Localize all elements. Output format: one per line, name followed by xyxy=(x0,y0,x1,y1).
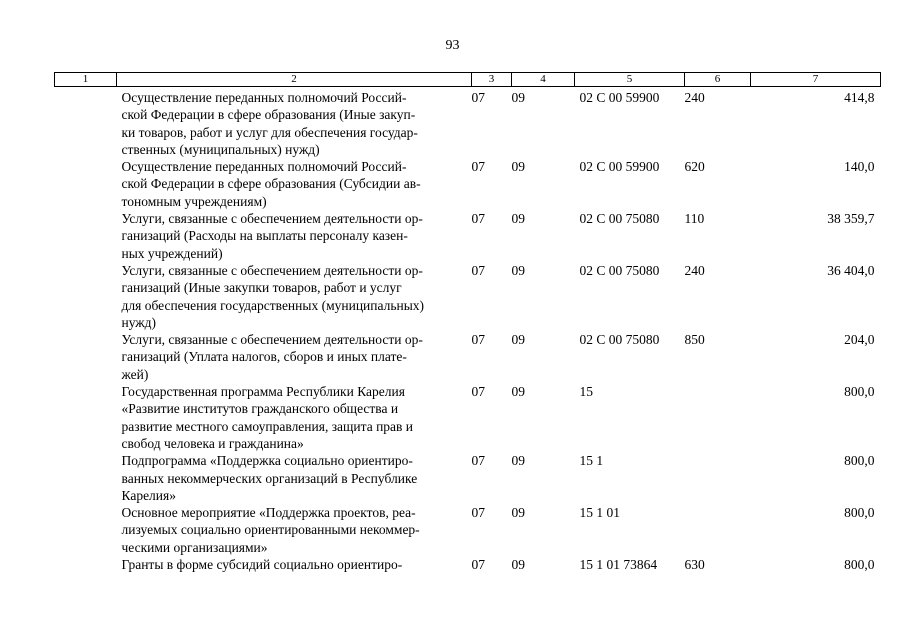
table-row xyxy=(55,331,881,383)
row-subsection: 09 xyxy=(511,557,525,573)
row-section: 07 xyxy=(471,557,485,573)
column-header-4: 4 xyxy=(512,73,575,87)
row-name: Осуществление переданных полномочий Россий- ской Федерации в сфере образования (Иные закуп- ки товаров, работ и услуг для обеспечения государ- ственных (муниципальных) нужд) xyxy=(121,90,418,157)
row-name: Услуги, связанные с обеспечением деятельности ор- ганизаций (Расходы на выплаты персоналу казен- ных учреждений) xyxy=(121,211,423,261)
table-row xyxy=(55,383,881,452)
row-target-article: 15 xyxy=(579,384,593,400)
budget-table xyxy=(54,72,881,573)
row-expense-type: 110 xyxy=(684,211,705,227)
table-row xyxy=(55,452,881,504)
row-name: Подпрограмма «Поддержка социально ориентиро- ванных некоммерческих организаций в Республике Карелия» xyxy=(121,453,418,503)
table-row xyxy=(55,556,881,573)
row-subsection: 09 xyxy=(511,332,525,348)
row-expense-type: 240 xyxy=(684,90,705,105)
empty-cell xyxy=(55,452,117,504)
empty-cell xyxy=(55,331,117,383)
row-sum: 800,0 xyxy=(844,557,875,573)
row-name: Услуги, связанные с обеспечением деятельности ор- ганизаций (Иные закупки товаров, работ и услуг для обеспечения государственных (муниципальных) нужд) xyxy=(121,262,425,330)
row-expense-type: 240 xyxy=(684,262,705,278)
row-sum: 140,0 xyxy=(844,159,875,175)
row-target-article: 15 1 xyxy=(579,453,604,469)
row-sum: 36 404,0 xyxy=(827,262,875,278)
row-section: 07 xyxy=(471,159,485,175)
row-sum: 414,8 xyxy=(844,90,875,105)
row-section: 07 xyxy=(471,262,485,278)
row-target-article: 15 1 01 xyxy=(579,505,620,521)
row-name: Гранты в форме субсидий социально ориентиро- xyxy=(121,557,403,573)
empty-cell xyxy=(55,87,117,159)
row-subsection: 09 xyxy=(511,453,525,469)
column-header-7: 7 xyxy=(751,73,881,87)
row-name: Государственная программа Республики Карелия «Развитие институтов гражданского общества и развитие местного самоуправления, защита прав и свобод человека и гражданина» xyxy=(121,384,414,451)
row-subsection: 09 xyxy=(511,505,525,521)
row-sum: 800,0 xyxy=(844,453,875,469)
table-row xyxy=(55,210,881,262)
row-expense-type xyxy=(685,452,751,504)
row-target-article: 02 С 00 75080 xyxy=(579,332,660,348)
row-expense-type: 630 xyxy=(684,557,705,573)
column-header-5: 5 xyxy=(575,73,685,87)
row-subsection: 09 xyxy=(511,262,525,278)
empty-cell xyxy=(55,383,117,452)
row-section: 07 xyxy=(471,505,485,521)
row-expense-type xyxy=(685,383,751,452)
row-expense-type: 620 xyxy=(684,159,705,175)
row-sum: 204,0 xyxy=(844,332,875,348)
empty-cell xyxy=(55,504,117,556)
empty-cell xyxy=(55,158,117,210)
table-row xyxy=(55,87,881,159)
column-header-2: 2 xyxy=(117,73,472,87)
column-header-3: 3 xyxy=(472,73,512,87)
row-expense-type xyxy=(685,504,751,556)
column-header-1: 1 xyxy=(55,73,117,87)
table-row xyxy=(55,504,881,556)
row-target-article: 02 С 00 59900 xyxy=(579,159,660,175)
row-subsection: 09 xyxy=(511,211,525,227)
table-header xyxy=(55,73,881,87)
column-header-6: 6 xyxy=(685,73,751,87)
row-section: 07 xyxy=(471,90,485,105)
header-row xyxy=(55,73,881,87)
row-section: 07 xyxy=(471,332,485,348)
empty-cell xyxy=(55,556,117,573)
row-target-article: 02 С 00 75080 xyxy=(579,211,660,227)
table-row xyxy=(55,158,881,210)
table-row xyxy=(55,262,881,331)
row-target-article: 02 С 00 75080 xyxy=(579,262,660,278)
row-section: 07 xyxy=(471,384,485,400)
row-sum: 800,0 xyxy=(844,384,875,400)
empty-cell xyxy=(55,262,117,331)
row-subsection: 09 xyxy=(511,159,525,175)
empty-cell xyxy=(55,210,117,262)
row-target-article: 15 1 01 73864 xyxy=(579,557,658,573)
row-sum: 38 359,7 xyxy=(827,211,875,227)
page-number: 93 xyxy=(445,38,460,53)
row-subsection: 09 xyxy=(511,384,525,400)
row-section: 07 xyxy=(471,211,485,227)
row-name: Основное мероприятие «Поддержка проектов, реа- лизуемых социально ориентированными некоммер- ческими организациями» xyxy=(121,505,420,555)
row-name: Осуществление переданных полномочий Россий- ской Федерации в сфере образования (Субсидии ав- тономным учреждениям) xyxy=(121,159,421,209)
row-expense-type: 850 xyxy=(684,332,705,348)
row-subsection: 09 xyxy=(511,90,525,105)
row-section: 07 xyxy=(471,453,485,469)
row-sum: 800,0 xyxy=(844,505,875,521)
table-body xyxy=(55,87,881,574)
row-name: Услуги, связанные с обеспечением деятельности ор- ганизаций (Уплата налогов, сборов и иных плате- жей) xyxy=(121,332,423,382)
row-target-article: 02 С 00 59900 xyxy=(579,90,660,105)
